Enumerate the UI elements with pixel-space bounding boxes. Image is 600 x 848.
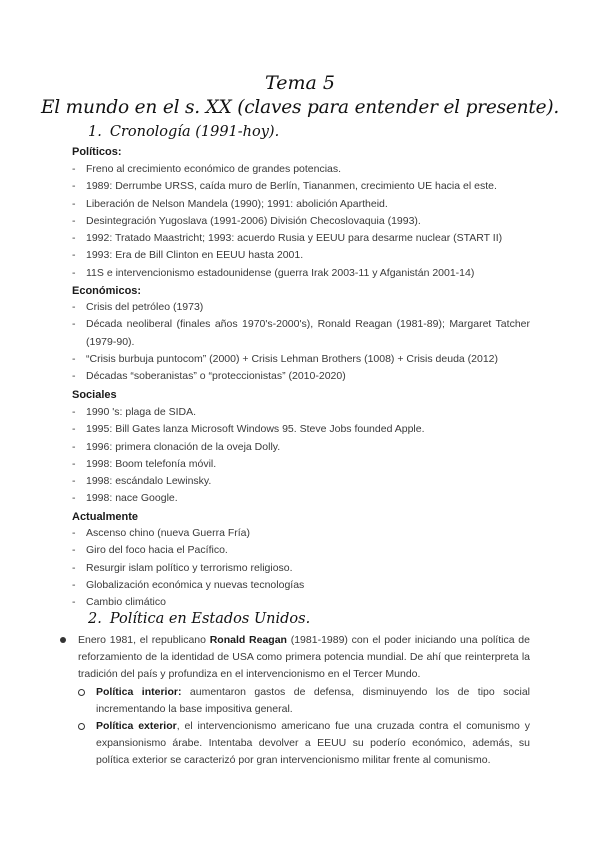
text-run: aumentaron gastos de defensa, disminuyendo los de tipo social incrementando la base impositiva general.: [96, 685, 530, 715]
list-item: - Cambio climático: [70, 594, 530, 611]
list-item: - 1992: Tratado Maastricht; 1993: acuerdo Rusia y EEUU para desarme nuclear (START II): [70, 230, 530, 247]
list-item: - 1996: primera clonación de la oveja Dolly.: [70, 439, 530, 456]
section-number: 2.: [88, 611, 102, 627]
list-sociales: [70, 404, 530, 508]
list-item: - Desintegración Yugoslava (1991-2006) División Checoslovaquia (1993).: [70, 213, 530, 230]
bold-text: Ronald Reagan: [209, 634, 287, 646]
list-item: - 1995: Bill Gates lanza Microsoft Windows 95. Steve Jobs founded Apple.: [70, 421, 530, 438]
text-run: (1981-1989) con el poder iniciando una política de reforzamiento de la identidad de USA como primera potencia mundial. De ahí que reinterpreta la tradición del país y profundiza en el intervencionismo en el Tercer Mundo.: [78, 634, 530, 681]
bullet-icon: [60, 637, 66, 643]
list-item: - Ascenso chino (nueva Guerra Fría): [70, 525, 530, 542]
list-economicos: [70, 299, 530, 385]
sub-list-item: [78, 718, 530, 770]
list-item: - 1998: escándalo Lewinsky.: [70, 473, 530, 490]
section-title: Política en Estados Unidos.: [109, 611, 311, 627]
circle-bullet-icon: [78, 689, 85, 696]
document-subtitle: El mundo en el s. XX (claves para entender el presente).: [40, 97, 560, 118]
list-item: - “Crisis burbuja puntocom” (2000) + Crisis Lehman Brothers (1008) + Crisis deuda (2012): [70, 351, 530, 368]
list-item: - Décadas “soberanistas” o “proteccionistas” (2010-2020): [70, 368, 530, 385]
section-title: Cronología (1991-hoy).: [109, 124, 280, 140]
list-item: - Crisis del petróleo (1973): [70, 299, 530, 316]
category-label-economicos: Económicos:: [72, 285, 142, 297]
list-item: - Liberación de Nelson Mandela (1990); 1991: abolición Apartheid.: [70, 196, 530, 213]
list-item: - Giro del foco hacia el Pacífico.: [70, 542, 530, 559]
list-item: - 1989: Derrumbe URSS, caída muro de Berlín, Tiananmen, crecimiento UE hacia el este.: [70, 178, 530, 195]
text-run: Enero 1981, el republicano: [78, 634, 210, 646]
list-item: - 1993: Era de Bill Clinton en EEUU hasta 2001.: [70, 247, 530, 264]
list-item: - Globalización económica y nuevas tecnologías: [70, 577, 530, 594]
section-heading-cronologia: [88, 124, 279, 140]
list-actualmente: [70, 525, 530, 611]
circle-bullet-icon: [78, 723, 85, 730]
category-label-politicos: Políticos:: [72, 146, 122, 158]
list-item: - Resurgir islam político y terrorismo religioso.: [70, 560, 530, 577]
sub-list-item: [78, 684, 530, 718]
list-politica-eeuu: [60, 632, 530, 770]
list-item: - 1998: nace Google.: [70, 490, 530, 507]
list-item: - 1998: Boom telefonía móvil.: [70, 456, 530, 473]
list-item: [60, 632, 530, 770]
bold-text: Política exterior: [96, 720, 177, 733]
list-item: - 1990 's: plaga de SIDA.: [70, 404, 530, 421]
document-title: Tema 5: [265, 72, 335, 94]
category-label-actualmente: Actualmente: [72, 511, 139, 523]
bold-text: Política interior:: [96, 685, 182, 698]
sub-list: [78, 684, 530, 770]
section-heading-politica-eeuu: [88, 611, 310, 627]
list-politicos: [70, 161, 530, 282]
text-run: , el intervencionismo americano fue una cruzada contra el comunismo y expansionismo árabe. Intentaba devolver a EEUU su poderío económico, además, su política exterior se caracterizó por gran intervencionismo militar frente al comunismo.: [96, 720, 530, 767]
category-label-sociales: Sociales: [72, 389, 117, 401]
list-item: - Freno al crecimiento económico de grandes potencias.: [70, 161, 530, 178]
list-item: - 11S e intervencionismo estadounidense (guerra Irak 2003-11 y Afganistán 2001-14): [70, 265, 530, 282]
list-item: - Década neoliberal (finales años 1970's-2000's), Ronald Reagan (1981-89); Margaret Tatcher (1979-90).: [70, 316, 530, 351]
section-number: 1.: [88, 124, 102, 140]
